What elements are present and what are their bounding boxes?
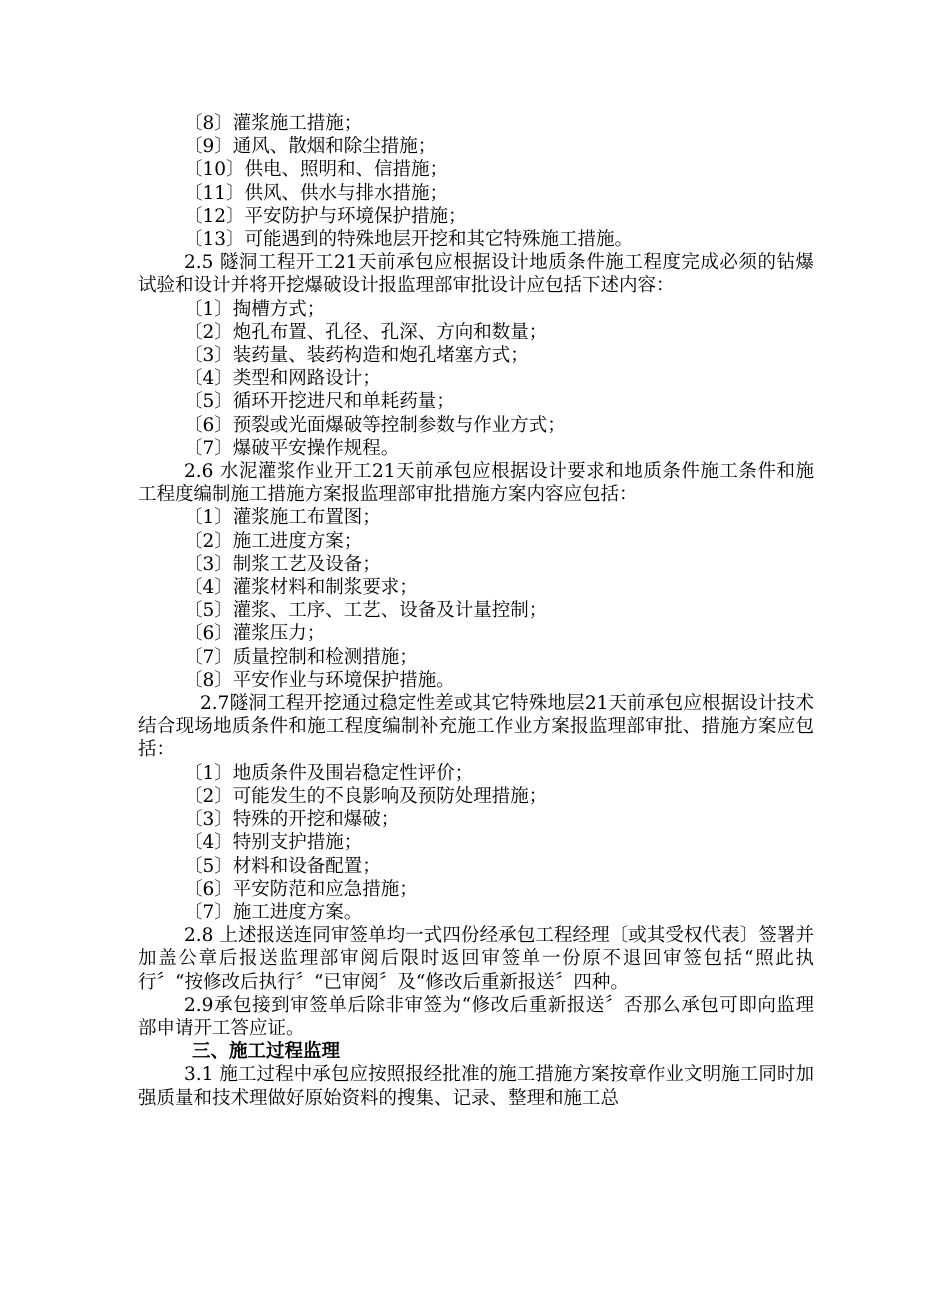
list-item: 〔1〕灌浆施工布置图； bbox=[184, 507, 381, 529]
list-item: 〔12〕平安防护与环境保护措施； bbox=[184, 205, 467, 227]
list-item: 〔2〕施工进度方案； bbox=[184, 530, 363, 552]
list-item: 〔11〕供风、供水与排水措施； bbox=[184, 182, 449, 204]
list-item: 〔6〕灌浆压力； bbox=[184, 623, 326, 645]
list-item: 〔3〕特殊的开挖和爆破； bbox=[184, 809, 400, 831]
list-item: 〔7〕施工进度方案。 bbox=[184, 901, 363, 923]
paragraph-2-6: 2.6 水泥灌浆作业开工21天前承包应根据设计要求和地质条件施工条件和施工程度编制施工措施方案报监理部审批措施方案内容应包括： bbox=[138, 461, 814, 506]
list-item: 〔10〕供电、照明和、信措施； bbox=[184, 159, 449, 181]
blasting-design-list bbox=[138, 298, 814, 460]
document-page bbox=[138, 112, 814, 1110]
grouting-plan-list bbox=[138, 506, 814, 692]
list-item: 〔5〕循环开挖进尺和单耗药量； bbox=[184, 391, 455, 413]
list-item: 〔9〕通风、散烟和除尘措施； bbox=[184, 136, 437, 158]
section-heading: 三、施工过程监理 bbox=[192, 1041, 341, 1063]
paragraph-2-9: 2.9承包接到审签单后除非审签为“修改后重新报送〞否那么承包可即向监理部申请开工答应证。 bbox=[138, 994, 814, 1039]
paragraph-2-5: 2.5 隧洞工程开工21天前承包应根据设计地质条件施工程度完成必须的钻爆试验和设计并将开挖爆破设计报监理部审批设计应包括下述内容： bbox=[138, 252, 814, 297]
list-item: 〔1〕掏槽方式； bbox=[184, 298, 326, 320]
list-item: 〔1〕地质条件及围岩稳定性评价； bbox=[184, 762, 474, 784]
paragraph-2-8: 2.8 上述报送连同审签单均一式四份经承包工程经理〔或其受权代表〕签署并加盖公章后报送监理部审阅后限时返回审签单一份原不退回审签包括“照此执行〞“按修改后执行〞“已审阅〞及“修改后重新报送〞四种。 bbox=[138, 925, 814, 993]
paragraph-2-7: 2.7隧洞工程开挖通过稳定性差或其它特殊地层21天前承包应根据设计技术结合现场地质条件和施工程度编制补充施工作业方案报监理部审批、措施方案应包括： bbox=[138, 693, 814, 761]
list-item: 〔7〕质量控制和检测措施； bbox=[184, 646, 418, 668]
list-item: 〔3〕装药量、装药构造和炮孔堵塞方式； bbox=[184, 345, 529, 367]
list-item: 〔8〕平安作业与环境保护措施。 bbox=[184, 669, 455, 691]
list-item: 〔4〕类型和网路设计； bbox=[184, 368, 381, 390]
list-item: 〔2〕炮孔布置、孔径、孔深、方向和数量； bbox=[184, 321, 548, 343]
list-item: 〔4〕灌浆材料和制浆要求； bbox=[184, 577, 418, 599]
list-item: 〔13〕可能遇到的特殊地层开挖和其它特殊施工措施。 bbox=[184, 229, 634, 251]
list-item: 〔4〕特别支护措施； bbox=[184, 832, 363, 854]
measure-list-a bbox=[138, 112, 814, 251]
list-item: 〔5〕材料和设备配置； bbox=[184, 855, 381, 877]
paragraph-3-1: 3.1 施工过程中承包应按照报经批准的施工措施方案按章作业文明施工同时加强质量和技术理做好原始资料的搜集、记录、整理和施工总 bbox=[138, 1064, 814, 1109]
list-item: 〔6〕平安防范和应急措施； bbox=[184, 878, 418, 900]
special-stratum-list bbox=[138, 762, 814, 924]
list-item: 〔3〕制浆工艺及设备； bbox=[184, 553, 381, 575]
list-item: 〔7〕爆破平安操作规程。 bbox=[184, 437, 400, 459]
list-item: 〔8〕灌浆施工措施； bbox=[184, 113, 363, 134]
list-item: 〔6〕预裂或光面爆破等控制参数与作业方式； bbox=[184, 414, 566, 436]
list-item: 〔5〕灌浆、工序、工艺、设备及计量控制； bbox=[184, 600, 548, 622]
list-item: 〔2〕可能发生的不良影响及预防处理措施； bbox=[184, 785, 548, 807]
